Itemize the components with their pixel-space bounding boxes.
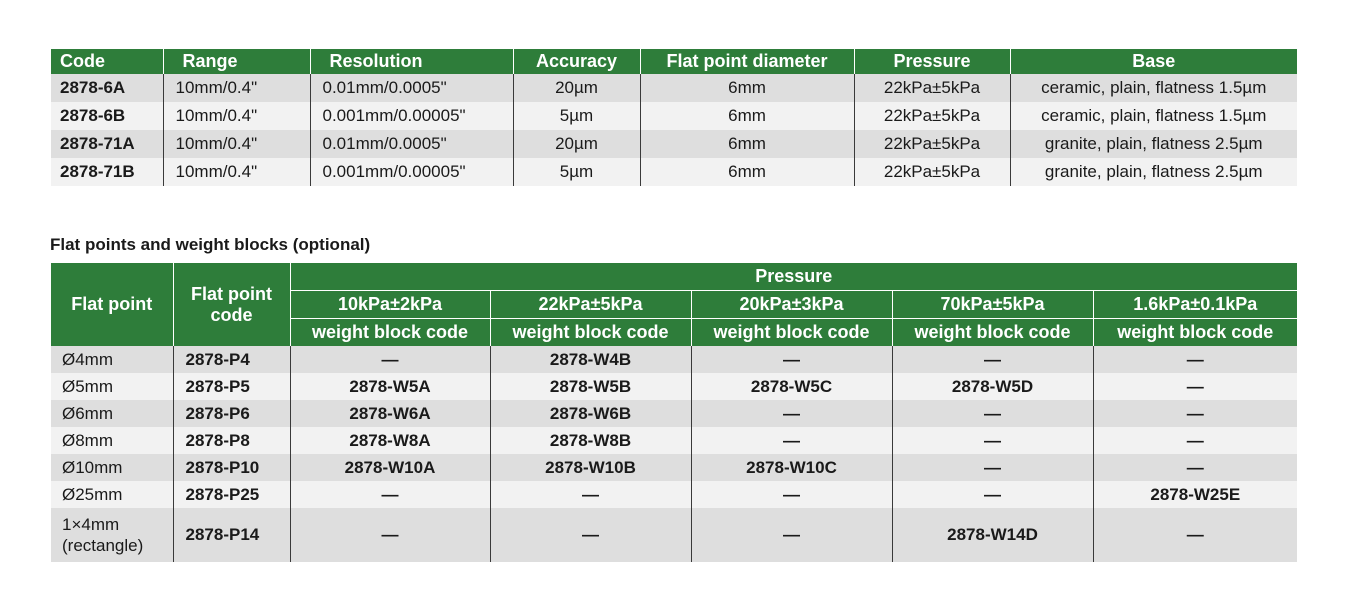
table-row	[51, 74, 1297, 102]
cell-weight-block-code: 2878-W5A	[290, 373, 490, 400]
cell-weight-block-code: —	[691, 400, 892, 427]
cell-base: ceramic, plain, flatness 1.5µm	[1010, 74, 1297, 102]
header-base: Base	[1010, 49, 1297, 74]
cell-code: 2878-6A	[51, 74, 163, 102]
table-row	[51, 158, 1297, 186]
cell-weight-block-code: 2878-W10A	[290, 454, 490, 481]
header-pressure-value: 20kPa±3kPa	[691, 290, 892, 318]
cell-weight-block-code: 2878-W6A	[290, 400, 490, 427]
header-pressure-group: Pressure	[290, 263, 1297, 290]
header-weight-block-code: weight block code	[691, 318, 892, 346]
cell-pressure: 22kPa±5kPa	[854, 130, 1010, 158]
cell-weight-block-code: —	[691, 346, 892, 373]
cell-weight-block-code: 2878-W6B	[490, 400, 691, 427]
cell-accuracy: 5µm	[513, 158, 640, 186]
cell-flat-point-code: 2878-P6	[173, 400, 290, 427]
cell-flat-point	[51, 373, 173, 400]
cell-range: 10mm/0.4"	[163, 158, 310, 186]
cell-weight-block-code: —	[290, 346, 490, 373]
cell-resolution: 0.01mm/0.0005"	[310, 74, 513, 102]
cell-resolution: 0.001mm/0.00005"	[310, 158, 513, 186]
wb-header-row-1	[51, 263, 1297, 290]
cell-flat-point-code: 2878-P5	[173, 373, 290, 400]
cell-flat-point	[51, 400, 173, 427]
cell-weight-block-code: —	[290, 481, 490, 508]
cell-weight-block-code: —	[1093, 427, 1297, 454]
cell-weight-block-code: 2878-W8A	[290, 427, 490, 454]
flat-point-label: Ø8mm	[62, 430, 113, 450]
cell-flat-point-code: 2878-P10	[173, 454, 290, 481]
cell-flat-point	[51, 346, 173, 373]
header-flat-point-diameter: Flat point diameter	[640, 49, 854, 74]
header-resolution: Resolution	[310, 49, 513, 74]
cell-weight-block-code: 2878-W14D	[892, 508, 1093, 562]
cell-accuracy: 5µm	[513, 102, 640, 130]
cell-weight-block-code: —	[1093, 373, 1297, 400]
cell-weight-block-code: —	[490, 481, 691, 508]
cell-range: 10mm/0.4"	[163, 102, 310, 130]
header-weight-block-code: weight block code	[1093, 318, 1297, 346]
header-pressure: Pressure	[854, 49, 1010, 74]
cell-weight-block-code: 2878-W4B	[490, 346, 691, 373]
cell-flat-point	[51, 481, 173, 508]
cell-weight-block-code: 2878-W10B	[490, 454, 691, 481]
section-title: Flat points and weight blocks (optional)	[50, 235, 371, 254]
cell-resolution: 0.001mm/0.00005"	[310, 102, 513, 130]
table-row	[51, 454, 1297, 481]
cell-flat-point-code: 2878-P8	[173, 427, 290, 454]
header-pressure-value: 1.6kPa±0.1kPa	[1093, 290, 1297, 318]
cell-pressure: 22kPa±5kPa	[854, 102, 1010, 130]
spec-table	[51, 49, 1297, 186]
cell-code: 2878-71B	[51, 158, 163, 186]
cell-base: granite, plain, flatness 2.5µm	[1010, 158, 1297, 186]
header-pressure-value: 70kPa±5kPa	[892, 290, 1093, 318]
flat-point-label: 1×4mm	[62, 515, 120, 534]
header-code: Code	[51, 49, 163, 74]
cell-code: 2878-71A	[51, 130, 163, 158]
flat-point-label: Ø10mm	[62, 457, 123, 477]
table-row	[51, 346, 1297, 373]
cell-weight-block-code: —	[691, 508, 892, 562]
header-flat-point: Flat point	[51, 263, 173, 346]
cell-weight-block-code: 2878-W5B	[490, 373, 691, 400]
cell-flat-point-code: 2878-P4	[173, 346, 290, 373]
cell-weight-block-code: —	[892, 400, 1093, 427]
cell-weight-block-code: 2878-W8B	[490, 427, 691, 454]
header-pressure-value: 22kPa±5kPa	[490, 290, 691, 318]
flat-point-label: Ø25mm	[62, 484, 123, 504]
cell-flat-point-diameter: 6mm	[640, 102, 854, 130]
cell-flat-point	[51, 508, 173, 562]
cell-flat-point	[51, 427, 173, 454]
header-flat-point-code: Flat point code	[173, 263, 290, 346]
cell-weight-block-code: 2878-W5D	[892, 373, 1093, 400]
cell-accuracy: 20µm	[513, 74, 640, 102]
cell-weight-block-code: —	[892, 427, 1093, 454]
cell-code: 2878-6B	[51, 102, 163, 130]
weight-block-table-body	[51, 346, 1297, 562]
header-weight-block-code: weight block code	[290, 318, 490, 346]
cell-weight-block-code: —	[1093, 454, 1297, 481]
flat-point-label: (rectangle)	[62, 536, 144, 555]
flat-point-label: Ø5mm	[62, 376, 113, 396]
cell-weight-block-code: —	[1093, 508, 1297, 562]
table-row	[51, 508, 1297, 562]
cell-flat-point-diameter: 6mm	[640, 158, 854, 186]
cell-flat-point-diameter: 6mm	[640, 74, 854, 102]
cell-pressure: 22kPa±5kPa	[854, 158, 1010, 186]
table-row	[51, 427, 1297, 454]
cell-flat-point-diameter: 6mm	[640, 130, 854, 158]
table-row	[51, 373, 1297, 400]
flat-point-label: Ø6mm	[62, 403, 113, 423]
cell-weight-block-code: —	[892, 346, 1093, 373]
cell-weight-block-code: —	[290, 508, 490, 562]
cell-pressure: 22kPa±5kPa	[854, 74, 1010, 102]
table-row	[51, 481, 1297, 508]
cell-weight-block-code: 2878-W25E	[1093, 481, 1297, 508]
cell-weight-block-code: —	[490, 508, 691, 562]
cell-base: granite, plain, flatness 2.5µm	[1010, 130, 1297, 158]
cell-weight-block-code: —	[1093, 346, 1297, 373]
header-pressure-value: 10kPa±2kPa	[290, 290, 490, 318]
header-accuracy: Accuracy	[513, 49, 640, 74]
spec-header-row	[51, 49, 1297, 74]
spec-table-body	[51, 74, 1297, 186]
header-weight-block-code: weight block code	[892, 318, 1093, 346]
cell-range: 10mm/0.4"	[163, 74, 310, 102]
flat-point-label: Ø4mm	[62, 349, 113, 369]
cell-flat-point	[51, 454, 173, 481]
cell-flat-point-code: 2878-P14	[173, 508, 290, 562]
cell-weight-block-code: 2878-W5C	[691, 373, 892, 400]
cell-weight-block-code: —	[892, 481, 1093, 508]
cell-weight-block-code: —	[1093, 400, 1297, 427]
cell-range: 10mm/0.4"	[163, 130, 310, 158]
weight-block-table	[51, 263, 1297, 562]
cell-weight-block-code: —	[892, 454, 1093, 481]
cell-resolution: 0.01mm/0.0005"	[310, 130, 513, 158]
cell-accuracy: 20µm	[513, 130, 640, 158]
cell-base: ceramic, plain, flatness 1.5µm	[1010, 102, 1297, 130]
header-weight-block-code: weight block code	[490, 318, 691, 346]
table-row	[51, 130, 1297, 158]
cell-flat-point-code: 2878-P25	[173, 481, 290, 508]
table-row	[51, 400, 1297, 427]
cell-weight-block-code: —	[691, 481, 892, 508]
table-row	[51, 102, 1297, 130]
cell-weight-block-code: 2878-W10C	[691, 454, 892, 481]
header-range: Range	[163, 49, 310, 74]
cell-weight-block-code: —	[691, 427, 892, 454]
